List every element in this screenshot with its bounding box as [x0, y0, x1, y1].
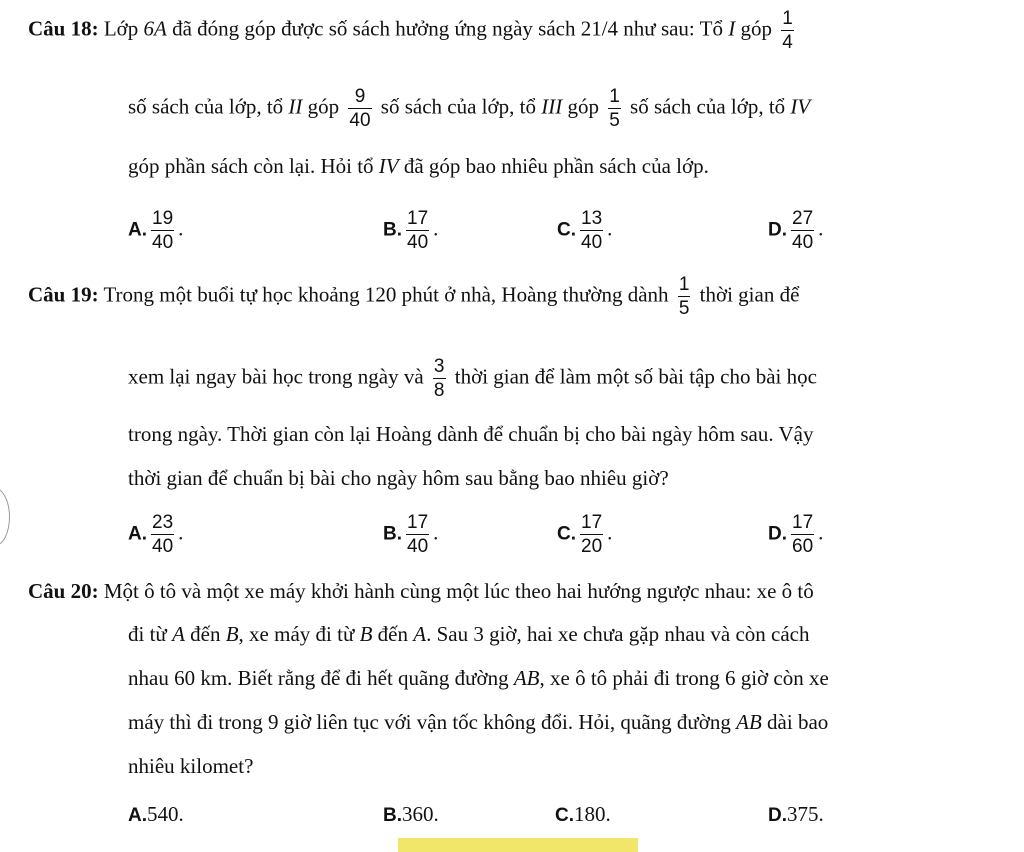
q20-line-3: nhau 60 km. Biết rằng để đi hết quãng đường AB, xe ô tô phải đi trong 6 giờ còn xe	[128, 666, 829, 690]
q18-fraction-1-5: $\frac{1}{5}$	[609, 86, 620, 131]
q19-option-a[interactable]: A. $\frac{23}{40}$ .	[128, 512, 184, 557]
q20-line-2: đi từ A đến B, xe máy đi từ B đến A. Sau 3 giờ, hai xe chưa gặp nhau và còn cách	[128, 622, 810, 646]
q18-option-a[interactable]: A. $\frac{19}{40}$ .	[128, 208, 184, 253]
q18-option-d[interactable]: D. $\frac{27}{40}$ .	[768, 208, 824, 253]
q19-fraction-1-5: $\frac{1}{5}$	[678, 274, 690, 319]
q20-line-4: máy thì đi trong 9 giờ liên tục với vận tốc không đổi. Hỏi, quãng đường AB dài bao	[128, 710, 829, 734]
q19-fraction-3-8: $\frac{3}{8}$	[433, 356, 445, 401]
q18-line-1: Câu 18: Lớp 6A đã đóng góp được số sách hưởng ứng ngày sách 21/4 như sau: Tổ I góp $\frac{1}{4}$	[28, 8, 793, 53]
q19-option-d[interactable]: D. $\frac{17}{60}$ .	[768, 512, 824, 557]
page-edge-curve	[0, 488, 10, 546]
q19-line-1: Câu 19: Trong một buổi tự học khoảng 120 phút ở nhà, Hoàng thường dành $\frac{1}{5}$ thời gian để	[28, 274, 800, 319]
q18-label: Câu 18:	[28, 16, 99, 41]
q20-option-d[interactable]: D.375.	[768, 802, 824, 826]
q19-label: Câu 19:	[28, 282, 99, 307]
q20-option-c[interactable]: C.180.	[555, 802, 611, 826]
q20-line-1: Câu 20: Một ô tô và một xe máy khởi hành cùng một lúc theo hai hướng ngược nhau: xe ô tô	[28, 579, 814, 603]
q19-line-3: trong ngày. Thời gian còn lại Hoàng dành để chuẩn bị cho bài ngày hôm sau. Vậy	[128, 422, 814, 446]
q18-fraction-9-40: $\frac{9}{40}$	[349, 86, 371, 131]
q20-option-a[interactable]: A.540.	[128, 802, 184, 826]
highlight-strip	[398, 838, 638, 852]
q18-option-b[interactable]: B. $\frac{17}{40}$ .	[383, 208, 439, 253]
q19-option-c[interactable]: C. $\frac{17}{20}$ .	[557, 512, 613, 557]
q20-line-5: nhiêu kilomet?	[128, 754, 254, 778]
q18-option-c[interactable]: C. $\frac{13}{40}$ .	[557, 208, 613, 253]
q18-fraction-1-4: $\frac{1}{4}$	[782, 8, 793, 53]
q18-line-2: số sách của lớp, tổ II góp $\frac{9}{40}$ số sách của lớp, tổ III góp $\frac{1}{5}$ số sách của lớp, tổ IV	[128, 86, 811, 131]
q20-label: Câu 20:	[28, 579, 99, 603]
q18-line-3: góp phần sách còn lại. Hỏi tổ IV đã góp bao nhiêu phần sách của lớp.	[128, 154, 709, 178]
q20-option-b[interactable]: B.360.	[383, 802, 439, 826]
q19-line-4: thời gian để chuẩn bị bài cho ngày hôm sau bằng bao nhiêu giờ?	[128, 466, 669, 490]
q19-option-b[interactable]: B. $\frac{17}{40}$ .	[383, 512, 439, 557]
q19-line-2: xem lại ngay bài học trong ngày và $\frac{3}{8}$ thời gian để làm một số bài tập cho bài học	[128, 356, 817, 401]
